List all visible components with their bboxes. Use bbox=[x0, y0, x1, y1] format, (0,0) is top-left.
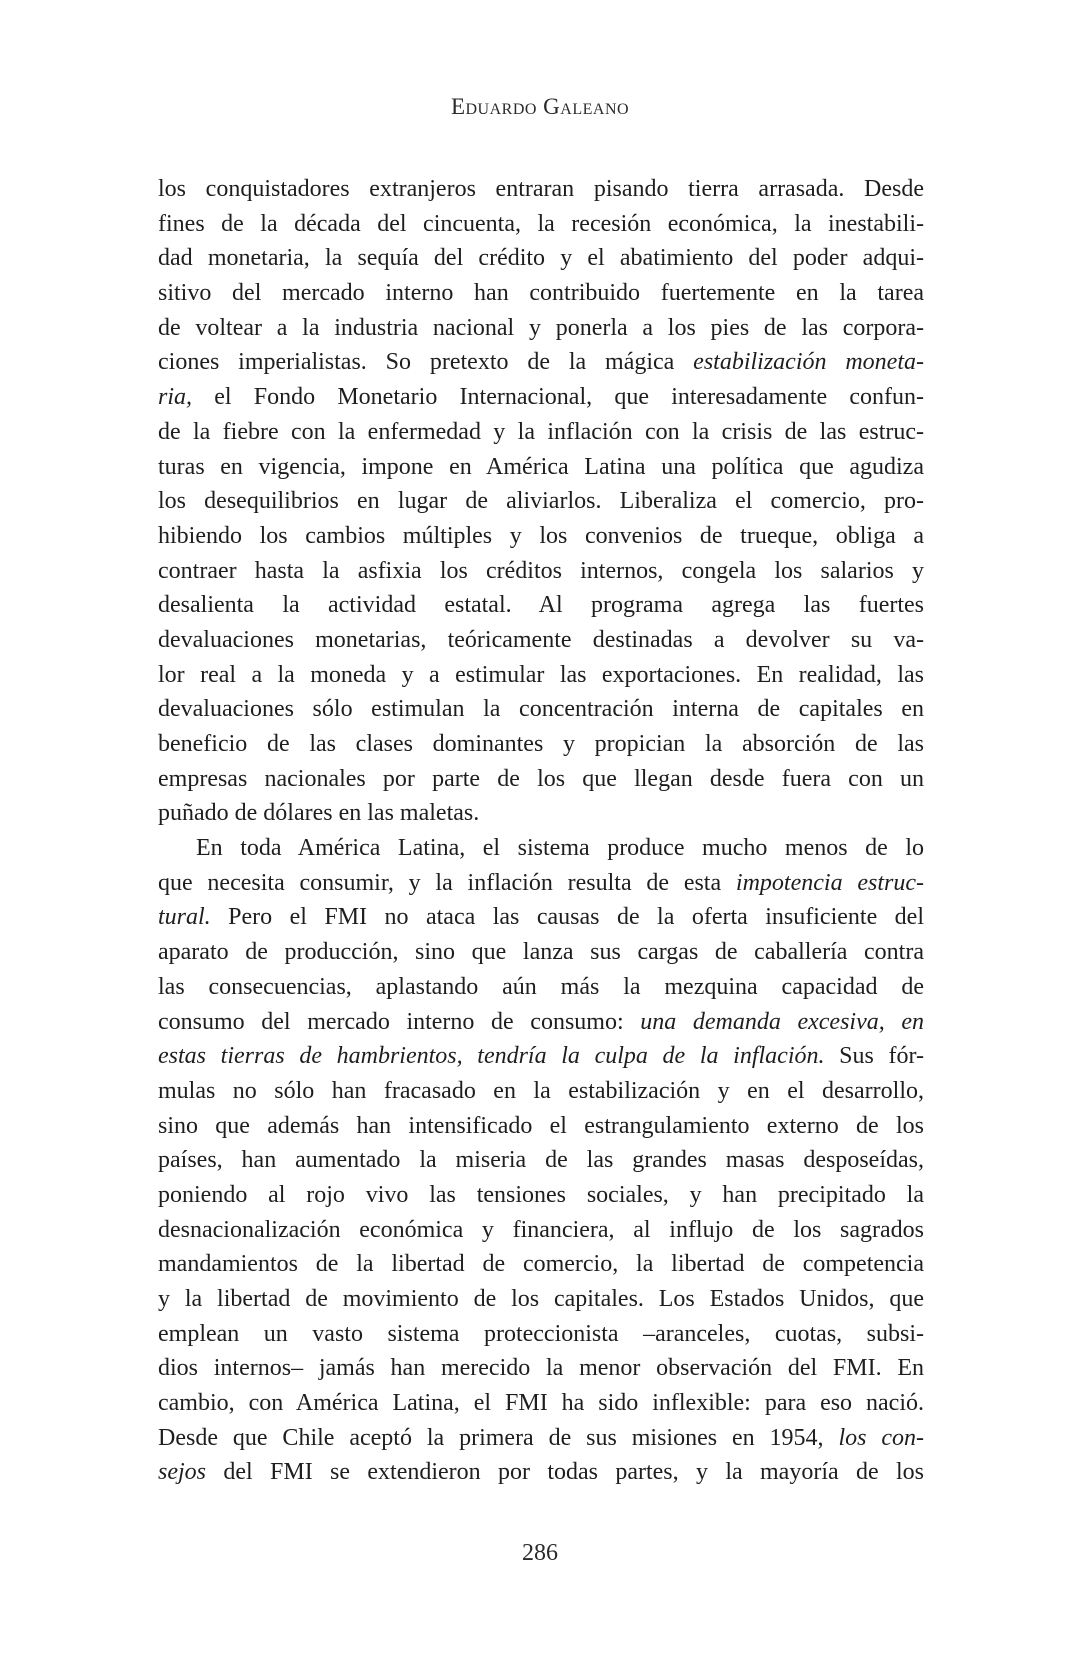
text-segment: lor real a la moneda y a estimular las exportaciones. En realidad, las bbox=[158, 661, 924, 688]
italic-text: los con- bbox=[838, 1424, 924, 1451]
text-segment: devaluaciones sólo estimulan la concentración interna de capitales en bbox=[158, 696, 924, 723]
text-line bbox=[158, 172, 924, 207]
text-segment: los desequilibrios en lugar de aliviarlos. Liberaliza el comercio, pro- bbox=[158, 488, 924, 515]
italic-text: estas tierras de hambrientos, tendría la culpa de la inflación. bbox=[158, 1043, 825, 1070]
text-segment: devaluaciones monetarias, teóricamente destinadas a devolver su va- bbox=[158, 626, 924, 653]
text-segment: sitivo del mercado interno han contribuido fuertemente en la tarea bbox=[158, 280, 924, 307]
text-segment: beneficio de las clases dominantes y propician la absorción de las bbox=[158, 731, 924, 757]
text-line bbox=[158, 1247, 924, 1282]
text-line bbox=[158, 345, 924, 380]
page-number: 286 bbox=[522, 1540, 558, 1566]
text-line bbox=[158, 241, 924, 276]
text-line bbox=[158, 415, 924, 450]
text-segment: países, han aumentado la miseria de las grandes masas desposeídas, bbox=[158, 1147, 924, 1174]
text-segment: mulas no sólo han fracasado en la estabilización y en el desarrollo, bbox=[158, 1077, 924, 1104]
text-line bbox=[158, 450, 924, 485]
text-segment: de voltear a la industria nacional y ponerla a los pies de las corpora- bbox=[158, 314, 924, 341]
text-line bbox=[158, 831, 924, 866]
body-text bbox=[158, 172, 924, 1490]
text-line bbox=[158, 623, 924, 658]
text-line bbox=[158, 1351, 924, 1386]
text-segment: las consecuencias, aplastando aún más la mezquina capacidad de bbox=[158, 973, 924, 1000]
text-segment: consumo del mercado interno de consumo: bbox=[158, 1008, 641, 1035]
text-segment: contraer hasta la asfixia los créditos internos, congela los salarios y bbox=[158, 557, 924, 584]
running-head: Eduardo Galeano bbox=[450, 94, 630, 119]
text-segment: mandamientos de la libertad de comercio, la libertad de competencia bbox=[158, 1251, 924, 1278]
text-line bbox=[158, 1109, 924, 1144]
text-segment: poniendo al rojo vivo las tensiones sociales, y han precipitado la bbox=[158, 1181, 924, 1208]
text-line bbox=[158, 970, 924, 1005]
text-segment: Desde que Chile aceptó la primera de sus misiones en 1954, bbox=[158, 1424, 839, 1451]
text-segment: ciones imperialistas. So pretexto de la mágica bbox=[158, 349, 694, 376]
text-line bbox=[158, 207, 924, 242]
text-segment: fines de la década del cincuenta, la recesión económica, la inestabili- bbox=[158, 210, 924, 237]
text-segment: del FMI se extendieron por todas partes, y la mayoría de los bbox=[206, 1459, 924, 1486]
text-segment: dios internos– jamás han merecido la menor observación del FMI. En bbox=[158, 1355, 924, 1382]
text-segment: Pero el FMI no ataca las causas de la oferta insuficiente del bbox=[210, 904, 924, 931]
text-segment: empresas nacionales por parte de los que llegan desde fuera con un bbox=[158, 765, 924, 792]
italic-text: una demanda excesiva, en bbox=[640, 1008, 924, 1035]
text-line bbox=[158, 1455, 924, 1490]
text-line bbox=[158, 762, 924, 797]
text-line bbox=[158, 1039, 924, 1074]
text-line bbox=[158, 1213, 924, 1248]
italic-text: tural. bbox=[158, 904, 211, 931]
italic-text: sejos bbox=[158, 1459, 206, 1486]
text-line bbox=[158, 1386, 924, 1421]
text-line bbox=[158, 658, 924, 693]
text-segment: dad monetaria, la sequía del crédito y el abatimiento del poder adqui- bbox=[158, 245, 924, 272]
text-line bbox=[158, 588, 924, 623]
text-segment: los conquistadores extranjeros entraran pisando tierra arrasada. Desde bbox=[158, 176, 924, 202]
text-line bbox=[158, 900, 924, 935]
text-segment: que necesita consumir, y la inflación resulta de esta bbox=[158, 869, 736, 896]
text-line bbox=[158, 935, 924, 970]
italic-text: ria, bbox=[158, 384, 193, 411]
text-segment: de la fiebre con la enfermedad y la inflación con la crisis de las estruc- bbox=[158, 418, 924, 445]
text-line bbox=[158, 1421, 924, 1456]
text-line bbox=[158, 1005, 924, 1040]
text-line bbox=[158, 1317, 924, 1352]
text-segment: Sus fór- bbox=[824, 1043, 924, 1070]
text-segment: cambio, con América Latina, el FMI ha sido inflexible: para eso nació. bbox=[158, 1390, 924, 1417]
text-line bbox=[158, 554, 924, 589]
text-line bbox=[158, 311, 924, 346]
text-segment: desnacionalización económica y financiera, al influjo de los sagrados bbox=[158, 1216, 924, 1243]
text-segment: sino que además han intensificado el estrangulamiento externo de los bbox=[158, 1112, 924, 1139]
text-segment: En toda América Latina, el sistema produce mucho menos de lo bbox=[196, 835, 924, 862]
text-line bbox=[158, 1074, 924, 1109]
text-segment: aparato de producción, sino que lanza sus cargas de caballería contra bbox=[158, 939, 924, 966]
text-segment: el Fondo Monetario Internacional, que interesadamente confun- bbox=[192, 384, 924, 411]
text-line bbox=[158, 1143, 924, 1178]
text-line bbox=[158, 380, 924, 415]
text-segment: emplean un vasto sistema proteccionista –aranceles, cuotas, subsi- bbox=[158, 1320, 924, 1347]
text-line bbox=[158, 796, 924, 831]
text-segment: hibiendo los cambios múltiples y los convenios de trueque, obliga a bbox=[158, 522, 924, 549]
text-line bbox=[158, 727, 924, 762]
text-line bbox=[158, 276, 924, 311]
text-segment: y la libertad de movimiento de los capitales. Los Estados Unidos, que bbox=[158, 1286, 924, 1312]
text-segment: turas en vigencia, impone en América Latina una política que agudiza bbox=[158, 453, 924, 480]
italic-text: estabilización moneta- bbox=[693, 349, 924, 376]
text-line bbox=[158, 1282, 924, 1317]
text-segment: puñado de dólares en las maletas. bbox=[158, 800, 480, 827]
text-line bbox=[158, 519, 924, 554]
italic-text: impotencia estruc- bbox=[735, 869, 924, 896]
text-line bbox=[158, 692, 924, 727]
text-segment: desalienta la actividad estatal. Al programa agrega las fuertes bbox=[158, 592, 924, 619]
text-line bbox=[158, 1178, 924, 1213]
text-line bbox=[158, 484, 924, 519]
text-line bbox=[158, 866, 924, 901]
